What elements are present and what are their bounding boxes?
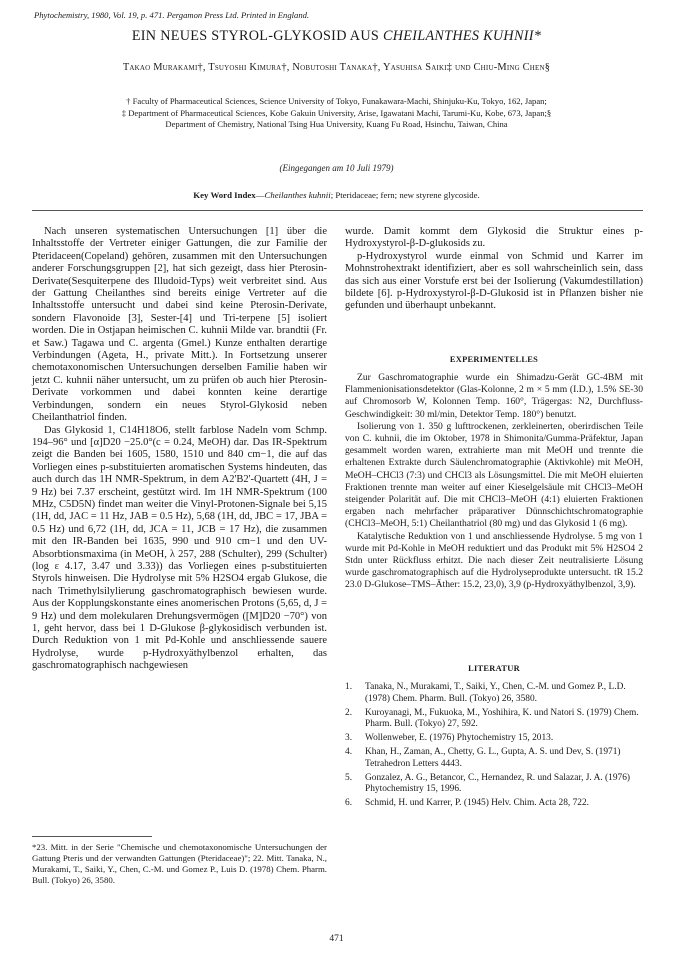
reference-text: Gonzalez, A. G., Betancor, C., Hernandez, R. und Salazar, J. A. (1976) Phytochemistry 15, 1996. — [365, 772, 631, 795]
experimental-section — [345, 372, 643, 592]
reference-item: 2. Kuroyanagi, M., Fukuoka, M., Yoshihira, K. und Natori S. (1979) Chem. Pharm. Bull. (Tokyo) 27, 592. — [345, 707, 639, 730]
footnote: *23. Mitt. in der Serie "Chemische und chemotaxonomische Untersuchungen der Gattung Pteris und der verwandten Gattungen (Pteridaceae)"; 22. Mitt. Tanaka, N., Murakami, T., Saiki, Y., Chen, C.-M. und Gomez P., Luis D. (1978) Chem. Pharm. Bull. (Tokyo) 26, 3580. — [32, 842, 327, 885]
body-paragraph: Katalytische Reduktion von 1 und anschliessende Hydrolyse. 5 mg von 1 wurde mit Pd-Kohle in MeOH reduktiert und das Produkt mit 5% H2SO4 2 Stdn unter Rückfluss erhitzt. Die nach dieser Zeit neutralisierte Lösung wurde gaschromatographisch auf die Hydrolyseprodukte untersucht. tR 15.2 23.0 D-Glukose–TMS–Äther: 15.2, 23,0), 3,9 (p-Hydroxyäthylbenzol, 3,9). — [345, 530, 643, 591]
body-paragraph: Zur Gaschromatographie wurde ein Shimadzu-Gerät GC-4BM mit Flammenionisationsdetektor (Glas-Kolonne, 2 m × 5 mm (I.D.), 1.5% SE-30 auf Chromosorb W, Kolonnen Temp. 160°, Trägergas: N2, Durchfluss-Geschwindigkeit: 30 ml/min, Detektor Temp. 180°) benutzt. — [345, 372, 643, 420]
title-species: CHEILANTHES KUHNII* — [382, 28, 542, 44]
body-paragraph: wurde. Damit kommt dem Glykosid die Struktur eines p-Hydroxystyrol-β-D-glukosids zu. — [345, 226, 643, 250]
journal-header: Phytochemistry, 1980, Vol. 19, p. 471. Pergamon Press Ltd. Printed in England. — [34, 10, 310, 20]
reference-item: 4. Khan, H., Zaman, A., Chetty, G. L., Gupta, A. S. und Dev, S. (1971) Tetrahedron Letters 4443. — [345, 746, 621, 769]
reference-item: 3. Wollenweber, E. (1976) Phytochemistry 15, 2013. — [345, 733, 554, 744]
reference-text: Tanaka, N., Murakami, T., Saiki, Y., Chen, C.-M. und Gomez P., L.D. (1978) Chem. Pharm. Bull. (Tokyo) 26, 3580. — [365, 682, 626, 704]
experimental-heading: EXPERIMENTELLES — [449, 355, 539, 364]
reference-item: 1. Tanaka, N., Murakami, T., Saiki, Y., Chen, C.-M. und Gomez P., L.D. (1978) Chem. Pharm. Bull. (Tokyo) 26, 3580. — [345, 682, 626, 704]
keyword-label: Key Word Index — [193, 190, 256, 200]
body-paragraph: Das Glykosid 1, C14H18O6, stellt farblose Nadeln vom Schmp. 194–96° und [α]D20 −25.0°(c = 0.24, MeOH) dar. Das IR-Spektrum zeigt die Banden bei 1605, 1580, 1510 und 840 cm−1, die auf das Vorliegen eines p-substituierten aromatischen Systems hindeuten, das auch durch das 1H NMR-Spektrum, in dem A2'B2'-Quartett (4H, J = 9 Hz) bei 7.37 erscheint, gestützt wird. Im 1H NMR-Spektrum (100 MHz, C5D5N) findet man weiter die Vinyl-Protonen-Signale bei 5,15 (1H, dd, JAC = 11 Hz, JAB = 0.5 Hz), 5,68 (1H, dd, JBC = 17, JBA = 0.5 Hz) und 6,72 (1H, dd, JCA = 11, JCB = 17 Hz), die zusammen mit den IR-Banden bei 1635, 990 und 910 cm−1 und den UV-Absorbtionsmaxima (in MeOH, λ 257, 288 (Schulter), 299 (Schulter) (log ε 4.17, 3.47 und 3.33)) das Vorliegen eines p-substituierten Styrols hinweisen. Die Hydrolyse mit 5% H2SO4 ergab Glukose, die nach Trimethylsilylierung gaschromatographisch bewiesen wurde. Aus der Kopplungskonstante eines anomerischen Protons (5,65, d, J = 9 Hz) und dem molekularen Drehungsvermögen ([M]D20 −70°) von 1, geht hervor, dass bei 1 D-Glukose β-glykosidisch verbunden ist. Durch Reduktion von 1 mit Pd-Kohle und anschliessende sauere Hydrolyse, wurde p-Hydroxyäthylbenzol erhalten, das gaschromatographisch nachgewiesen — [32, 424, 327, 672]
body-paragraph: p-Hydroxystyrol wurde einmal von Schmid und Karrer im Mohnstrohextrakt identifiziert, aber es soll wahrscheinlich sein, dass das sich aus einer Vorstufe erst bei der Isolierung (Vakumdestillation) bildete [6]. p-Hydroxystyrol-β-D-Glukosid ist in Pflanzen bisher nie gefunden und überhaupt unbekannt. — [345, 250, 643, 312]
reference-item: 6. Schmid, H. und Karrer, P. (1945) Helv. Chim. Acta 28, 722. — [345, 798, 589, 809]
title-main: EIN NEUES STYROL-GLYKOSID AUS — [131, 28, 383, 44]
right-column — [345, 226, 643, 313]
reference-text: Khan, H., Zaman, A., Chetty, G. L., Gupta, A. S. und Dev, S. (1971) Tetrahedron Letters 4443. — [365, 746, 621, 769]
affiliation-line: Department of Chemistry, National Tsing Hua University, Kuang Fu Road, Hsinchu, Taiwan, China — [165, 119, 508, 130]
header-divider — [32, 210, 643, 211]
affiliation-line: ‡ Department of Pharmaceutical Sciences, Kobe Gakuin University, Arise, Igawatani Machi, Tarumi-Ku, Kobe, 673, Japan;§ — [121, 107, 552, 118]
affiliations — [30, 96, 643, 131]
reference-text: Schmid, H. und Karrer, P. (1945) Helv. Chim. Acta 28, 722. — [365, 798, 589, 809]
reference-item: 5. Gonzalez, A. G., Betancor, C., Hernandez, R. und Salazar, J. A. (1976) Phytochemistry 15, 1996. — [345, 772, 631, 795]
reference-text: Wollenweber, E. (1976) Phytochemistry 15, 2013. — [365, 733, 554, 744]
keyword-index — [0, 190, 673, 200]
keyword-rest: ; Pteridaceae; fern; new styrene glycoside. — [330, 190, 480, 200]
paper-title — [0, 28, 673, 45]
footnote-divider — [32, 836, 152, 837]
received-date: (Eingegangen am 10 Juli 1979) — [279, 163, 394, 173]
reference-list — [345, 682, 643, 812]
left-column — [32, 226, 327, 673]
keyword-dash: — — [255, 190, 265, 200]
literature-heading: LITERATUR — [468, 664, 520, 673]
keyword-species: Cheilanthes kuhnii — [264, 190, 331, 200]
body-paragraph: Nach unseren systematischen Untersuchungen [1] über die Inhaltsstoffe der Vertreter einiger Gattungen, die zur Familie der Pteridaceen(Copeland) gehören, zusammen mit den Untersuchungen anderer Forschungsgruppen [2], hat sich gezeigt, dass hier Pterosin-Derivate(Sesquiterpene des Illudoid-Typs) weit verbreitet sind. Aus der Gattung Cheilanthes sind bereits einige Vertreter auf die Inhaltsstoffe untersucht und dabei sind keine Pterosin-Derivate, sondern Flavonoide [3], Sester-[4] und Tri-terpene [5] isoliert worden. Die in Ostjapan heimischen C. kuhnii Milde var. brandtii (Fr. et Saw.) Tagawa und C. argenta (Gmel.) Kunze enthalten derartige Verbindungen (Ageta, H., private Mitt.). In Fortsetzung unserer chemotaxonomischen Untersuchungen derselben Familie haben wir jetzt C. kuhnii näher untersucht, um zu prüfen ob auch hier Pterosin-Derivate vorkommen und dabei konnten keine derartige Verbindungen, sondern ein neues Styrol-Glykosid neben Cheilanthatriol finden. — [32, 226, 327, 424]
reference-text: Kuroyanagi, M., Fukuoka, M., Yoshihira, K. und Natori S. (1979) Chem. Pharm. Bull. (Tokyo) 27, 592. — [365, 707, 639, 730]
affiliation-line: † Faculty of Pharmaceutical Sciences, Science University of Tokyo, Funakawara-Machi, Shinjuku-Ku, Tokyo, 162, Japan; — [126, 96, 547, 106]
body-paragraph: Isolierung von 1. 350 g lufttrockenen, zerkleinerten, oberirdischen Teile von C. kuhnii, die im Oktober, 1978 in Shimonita/Gumma-Präfektur, Japan gesammelt worden waren, extrahierte man mit MeOH und trennte die erhaltenen Extrakte durch Säulenchromatographie (Aktivkohle) mit MeOH, MeOH–CHCl3 (7:3) und CHCl3 als Lösungsmittel. Die mit MeOH eluierten Fraktionen trennte man weiter auf einer Kieselgelsäule mit CHCl3–MeOH steigender Polarität auf. Die mit CHCl3–MeOH (4:1) eluierten Fraktionen ergaben nach mehrfacher präparativer Dünnschichtschromatographie (CHCl3–MeOH, 5:1) Cheilanthatriol (80 mg) und das Glykosid 1 (6 mg). — [345, 420, 643, 530]
page-number: 471 — [329, 934, 344, 944]
author-list: Takao Murakami†, Tsuyoshi Kimura†, Nobutoshi Tanaka†, Yasuhisa Saiki‡ und Chiu-Ming Chen§ — [122, 62, 551, 73]
